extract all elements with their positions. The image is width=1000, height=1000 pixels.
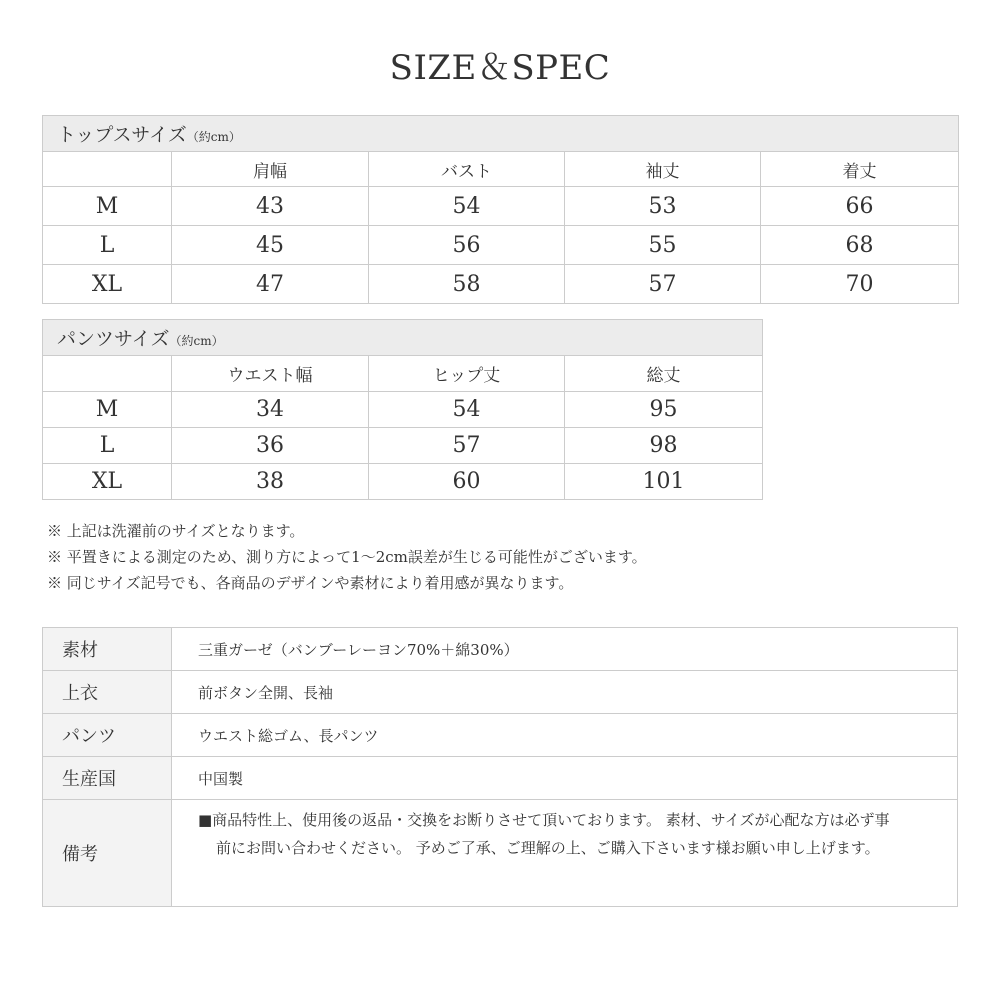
value-cell: 54 — [369, 187, 565, 226]
spec-value: 中国製 — [172, 757, 958, 800]
spec-value: 三重ガーゼ（バンブーレーヨン70%＋綿30%） — [172, 628, 958, 671]
tops-header-cell: 袖丈 — [565, 152, 761, 187]
pants-caption-text: パンツサイズ — [57, 328, 170, 350]
tops-header-cell: 着丈 — [761, 152, 959, 187]
size-label-cell: M — [43, 392, 172, 428]
table-row — [43, 392, 763, 428]
spec-row-pants — [43, 714, 958, 757]
value-cell: 57 — [565, 265, 761, 304]
pants-header-cell: 総丈 — [565, 356, 763, 392]
notes-block — [47, 518, 647, 596]
value-cell: 36 — [172, 428, 369, 464]
value-cell: 55 — [565, 226, 761, 265]
value-cell: 101 — [565, 464, 763, 500]
tops-header-cell — [43, 152, 172, 187]
value-cell: 95 — [565, 392, 763, 428]
remarks-line: ■商品特性上、使用後の返品・交換をお断りさせて頂いております。 素材、サイズが心配な方は必ず事 — [198, 811, 890, 829]
note-line: ※ 上記は洗濯前のサイズとなります。 — [47, 522, 305, 540]
spec-row-material — [43, 628, 958, 671]
tops-size-table — [42, 115, 959, 304]
value-cell: 34 — [172, 392, 369, 428]
page-title: SIZE＆SPEC — [389, 48, 611, 88]
note-line: ※ 平置きによる測定のため、測り方によって1〜2cm誤差が生じる可能性がございます。 — [47, 548, 647, 566]
spec-row-top — [43, 671, 958, 714]
spec-label: 上衣 — [43, 671, 172, 714]
table-row — [43, 464, 763, 500]
pants-size-table — [42, 319, 763, 500]
spec-label: 生産国 — [43, 757, 172, 800]
spec-table — [42, 627, 958, 907]
value-cell: 47 — [172, 265, 369, 304]
size-label-cell: XL — [43, 464, 172, 500]
table-row — [43, 265, 959, 304]
tops-header-cell: バスト — [369, 152, 565, 187]
value-cell: 54 — [369, 392, 565, 428]
remarks-line: 前にお問い合わせください。 予めご了承、ご理解の上、ご購入下さいます様お願い申し上げます。 — [216, 839, 880, 857]
size-label-cell: XL — [43, 265, 172, 304]
spec-label: 備考 — [43, 800, 172, 907]
table-row — [43, 187, 959, 226]
spec-label: 素材 — [43, 628, 172, 671]
value-cell: 57 — [369, 428, 565, 464]
size-label-cell: L — [43, 428, 172, 464]
spec-remarks-value — [172, 800, 958, 907]
value-cell: 60 — [369, 464, 565, 500]
note-line: ※ 同じサイズ記号でも、各商品のデザインや素材により着用感が異なります。 — [47, 574, 574, 592]
tops-table-caption — [43, 116, 959, 152]
pants-header-cell — [43, 356, 172, 392]
spec-row-origin — [43, 757, 958, 800]
value-cell: 66 — [761, 187, 959, 226]
size-label-cell: L — [43, 226, 172, 265]
tops-caption-text: トップスサイズ — [57, 124, 187, 146]
pants-header-cell: ヒップ丈 — [369, 356, 565, 392]
value-cell: 53 — [565, 187, 761, 226]
tops-unit-label: （約cm） — [186, 130, 241, 144]
tops-header-cell: 肩幅 — [172, 152, 369, 187]
spec-row-remarks — [43, 800, 958, 907]
size-label-cell: M — [43, 187, 172, 226]
spec-value: ウエスト総ゴム、長パンツ — [172, 714, 958, 757]
spec-value: 前ボタン全開、長袖 — [172, 671, 958, 714]
spec-label: パンツ — [43, 714, 172, 757]
value-cell: 68 — [761, 226, 959, 265]
table-row — [43, 226, 959, 265]
pants-header-cell: ウエスト幅 — [172, 356, 369, 392]
value-cell: 98 — [565, 428, 763, 464]
value-cell: 43 — [172, 187, 369, 226]
pants-table-caption — [43, 320, 763, 356]
value-cell: 56 — [369, 226, 565, 265]
value-cell: 70 — [761, 265, 959, 304]
value-cell: 58 — [369, 265, 565, 304]
pants-unit-label: （約cm） — [169, 334, 224, 348]
table-row — [43, 428, 763, 464]
value-cell: 38 — [172, 464, 369, 500]
value-cell: 45 — [172, 226, 369, 265]
